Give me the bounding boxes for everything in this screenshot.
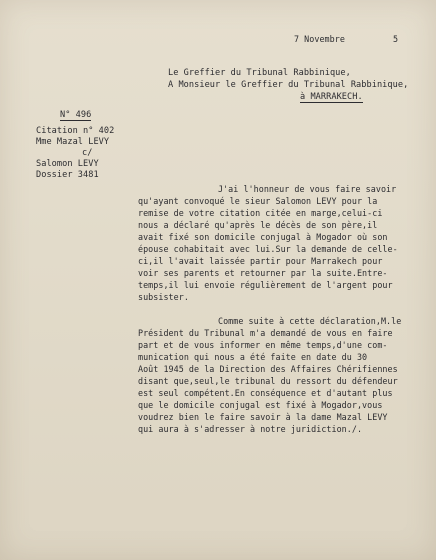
body-line: part et de vous informer en même temps,d'une com- — [138, 340, 388, 350]
body-line: disant que,seul,le tribunal du ressort du défendeur — [138, 376, 398, 386]
recipient-line: A Monsieur le Greffier du Tribunal Rabbinique, — [168, 80, 409, 90]
reference-number-text: N° 496 — [60, 110, 92, 120]
body-line: J'ai l'honneur de vous faire savoir — [218, 184, 397, 194]
page-number: 5 — [393, 34, 399, 44]
recipient-city — [300, 92, 363, 103]
body-line: qui aura à s'adresser à notre juridiction./. — [138, 424, 363, 434]
body-line: ci,il l'avait laissée partir pour Marrakech pour — [138, 256, 383, 266]
body-line: nous a déclaré qu'après le décès de son père,il — [138, 220, 378, 230]
plaintiff-name: Mme Mazal LEVY — [36, 137, 110, 147]
body-line: avait fixé son domicile conjugal à Mogador où son — [138, 232, 388, 242]
citation-number: Citation n° 402 — [36, 126, 115, 136]
body-line: Août 1945 de la Direction des Affaires Chérifiennes — [138, 364, 398, 374]
letter-date: 7 Novembre — [294, 34, 345, 44]
versus-mark: c/ — [82, 148, 93, 158]
body-line: subsister. — [138, 292, 189, 302]
body-line: voir ses parents et retourner par la suite.Entre- — [138, 268, 388, 278]
body-line: qu'ayant convoqué le sieur Salomon LEVY pour la — [138, 196, 378, 206]
body-line: épouse cohabitait avec lui.Sur la demande de celle- — [138, 244, 398, 254]
body-line: Président du Tribunal m'a demandé de vous en faire — [138, 328, 393, 338]
body-line: que le domicile conjugal est fixé à Mogador,vous — [138, 400, 383, 410]
body-line: Comme suite à cette déclaration,M.le — [218, 316, 402, 326]
body-line: temps,il lui envoie régulièrement de l'argent pour — [138, 280, 393, 290]
body-line: voudrez bien le faire savoir à la dame Mazal LEVY — [138, 412, 388, 422]
body-line: munication qui nous a été faite en date du 30 — [138, 352, 368, 362]
body-line: remise de votre citation citée en marge,celui-ci — [138, 208, 383, 218]
dossier-number: Dossier 3481 — [36, 170, 99, 180]
recipient-city-text: à MARRAKECH. — [300, 92, 363, 102]
defendant-name: Salomon LEVY — [36, 159, 99, 169]
sender-line: Le Greffier du Tribunal Rabbinique, — [168, 68, 351, 78]
body-line: est seul compétent.En conséquence et d'autant plus — [138, 388, 393, 398]
reference-number — [60, 110, 91, 121]
